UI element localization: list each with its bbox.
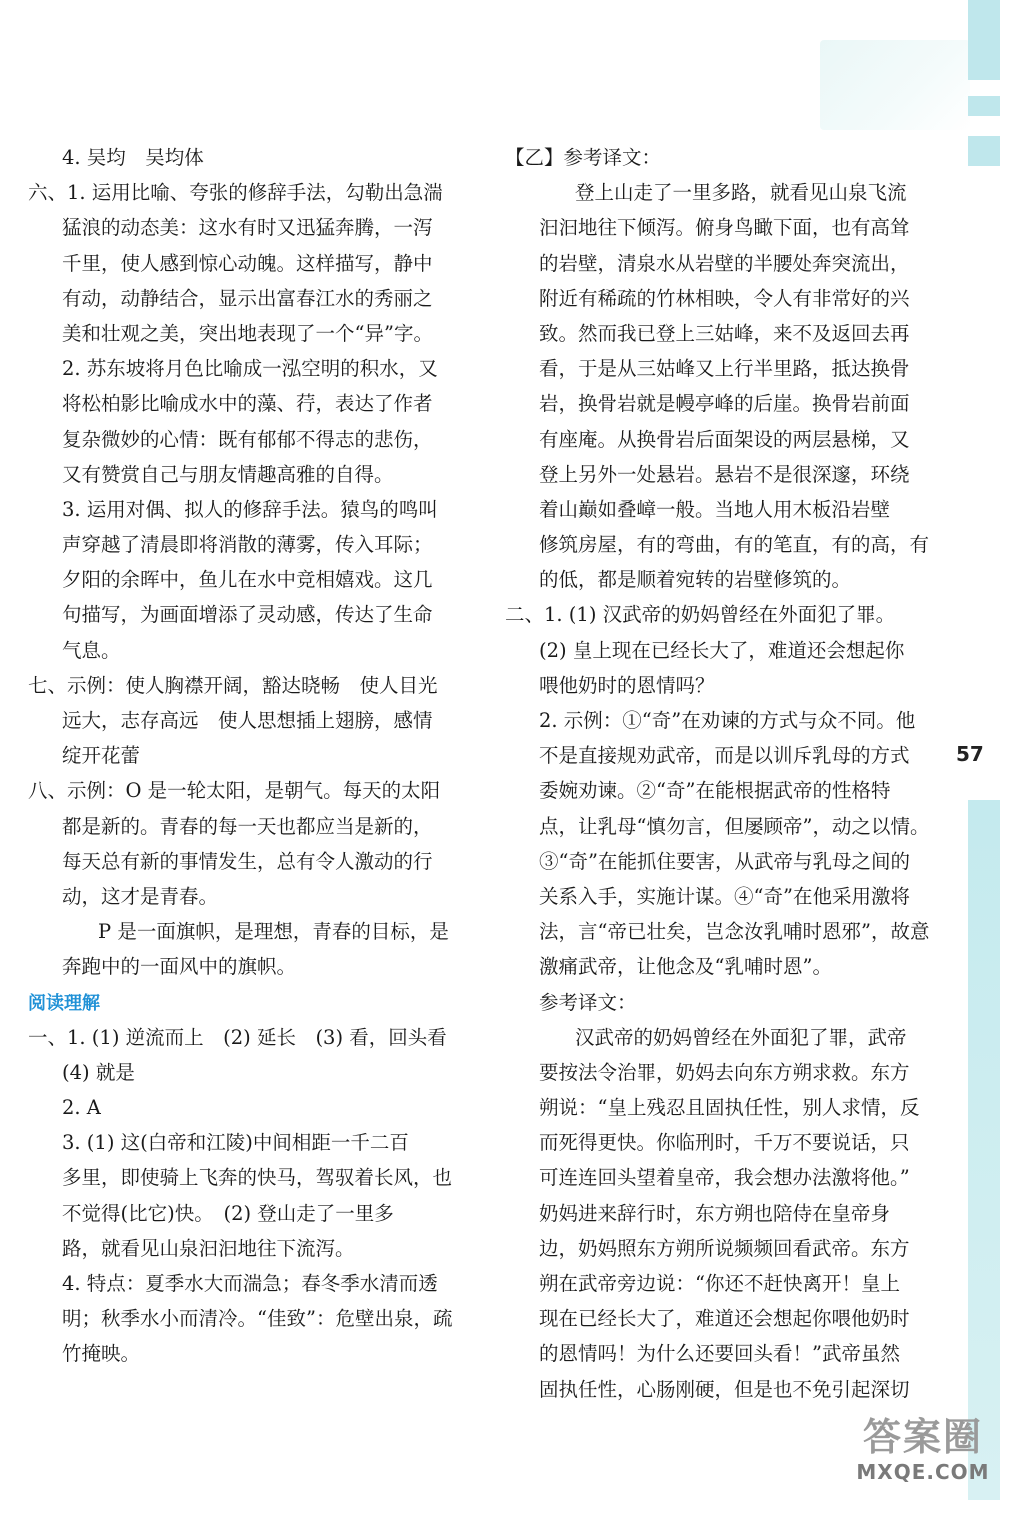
text-line: 千里，使人感到惊心动魄。这样描写，静中 (62, 251, 433, 275)
text-line: P 是一面旗帜，是理想，青春的目标，是 (98, 920, 449, 944)
corner-decoration (820, 40, 970, 130)
text-line: 朔在武帝旁边说：“你还不赶快离开！皇上 (539, 1272, 900, 1295)
text-line: 而死得更快。你临刑时，千万不要说话，只 (539, 1131, 910, 1155)
text-line: 绽开花蕾 (62, 744, 141, 768)
text-line: 的低，都是顺着宛转的岩壁修筑的。 (539, 568, 852, 592)
text-line: 2. 示例：①“奇”在劝谏的方式与众不同。他 (539, 709, 916, 732)
text-line: (4) 就是 (62, 1060, 135, 1084)
text-line: 2. A (62, 1096, 101, 1120)
text-line: 一、1. (1) 逆流而上 (2) 延长 (3) 看，回头看 (28, 1025, 447, 1049)
text-line: 3. (1) 这(白帝和江陵)中间相距一千二百 (62, 1131, 409, 1155)
text-line: 4. 特点：夏季水大而湍急；春冬季水清而透 (62, 1272, 438, 1295)
text-line: 关系入手，实施计谋。④“奇”在他采用激将 (539, 884, 910, 908)
text-line: 八、示例：O 是一轮太阳，是朝气。每天的太阳 (28, 779, 441, 803)
text-line: 二、1. (1) 汉武帝的奶妈曾经在外面犯了罪。 (505, 603, 896, 627)
text-line: 的岩壁，清泉水从岩壁的半腰处奔突流出， (539, 251, 910, 275)
text-line: 点，让乳母“慎勿言，但屡顾帝”，动之以情。 (539, 814, 930, 838)
text-line: 有动，动静结合，显示出富春江水的秀丽之 (62, 286, 433, 310)
text-line: 七、示例：使人胸襟开阔，豁达晓畅 使人目光 (28, 673, 438, 697)
text-line: 不觉得(比它)快。 (2) 登山走了一里多 (62, 1201, 394, 1225)
text-line (28, 985, 448, 1020)
page-number: 57 (956, 742, 984, 766)
text-line: 路，就看见山泉汩汩地往下流泻。 (62, 1236, 355, 1260)
text-line: 现在已经长大了，难道还会想起你喂他奶时 (539, 1307, 910, 1331)
text-line: 多里，即使骑上飞奔的快马，驾驭着长风，也 (62, 1166, 453, 1190)
text-line: 激痛武帝，让他念及“乳哺时恩”。 (539, 955, 832, 979)
text-line: (2) 皇上现在已经长大了，难道还会想起你 (539, 638, 905, 662)
text-line: 六、1. 运用比喻、夸张的修辞手法，勾勒出急湍 (28, 181, 443, 205)
text-line: 登上山走了一里多路，就看见山泉飞流 (575, 181, 907, 205)
side-strip-top (968, 0, 1000, 80)
text-line: 修筑房屋，有的弯曲，有的笔直，有的高，有 (539, 533, 930, 557)
text-line: 句描写，为画面增添了灵动感，传达了生命 (62, 603, 433, 627)
text-line: 参考译文： (539, 990, 637, 1014)
watermark-url: MXQE.COM (856, 1460, 990, 1484)
text-line: 奔跑中的一面风中的旗帜。 (62, 955, 297, 979)
left-column (28, 140, 453, 1372)
text-line: 复杂微妙的心情：既有郁郁不得志的悲伤， (62, 427, 433, 451)
text-line: 的恩情吗！为什么还要回头看！”武帝虽然 (539, 1342, 900, 1366)
text-line: 又有赞赏自己与朋友情趣高雅的自得。 (62, 462, 394, 486)
side-strip-mark-2 (968, 136, 1000, 166)
text-line: 朔说：“皇上残忍且固执任性，别人求情，反 (539, 1096, 920, 1120)
text-line: 远大，志存高远 使人思想插上翅膀，感情 (62, 709, 433, 732)
text-line: 2. 苏东坡将月色比喻成一泓空明的积水，又 (62, 357, 438, 381)
text-line: 不是直接规劝武帝，而是以训斥乳母的方式 (539, 744, 910, 768)
text-line: 猛浪的动态美：这水有时又迅猛奔腾，一泻 (62, 216, 433, 240)
text-line: 可连连回头望着皇帝，我会想办法激将他。” (539, 1166, 910, 1190)
text-line: 致。然而我已登上三姑峰，来不及返回去再 (539, 321, 910, 345)
text-line: 4. 吴均 吴均体 (62, 146, 204, 169)
text-line: 法，言“帝已壮矣，岂念汝乳哺时恩邪”，故意 (539, 920, 930, 944)
text-line: 着山巅如叠嶂一般。当地人用木板沿岩壁 (539, 497, 891, 521)
text-line: 都是新的。青春的每一天也都应当是新的， (62, 814, 433, 838)
right-column (505, 140, 930, 1407)
text-line: 美和壮观之美，突出地表现了一个“异”字。 (62, 321, 433, 345)
text-line: 将松柏影比喻成水中的藻、荇，表达了作者 (62, 392, 433, 416)
text-line: 汩汩地往下倾泻。俯身鸟瞰下面，也有高耸 (539, 216, 910, 240)
text-line: 气息。 (62, 638, 121, 662)
text-line: 附近有稀疏的竹林相映，令人有非常好的兴 (539, 286, 910, 310)
text-line: 每天总有新的事情发生，总有令人激动的行 (62, 849, 433, 873)
text-line: 【乙】参考译文： (505, 146, 662, 169)
text-line: 有座庵。从换骨岩后面架设的两层悬梯，又 (539, 427, 910, 451)
text-line: 岩，换骨岩就是幔亭峰的后崖。换骨岩前面 (539, 392, 910, 416)
text-line: 声穿越了清晨即将消散的薄雾，传入耳际； (62, 533, 433, 557)
text-line: 竹掩映。 (62, 1342, 141, 1366)
text-line: 边，奶妈照东方朔所说频频回看武帝。东方 (539, 1236, 910, 1260)
text-line: 动，这才是青春。 (62, 884, 219, 908)
text-line: 登上另外一处悬岩。悬岩不是很深邃，环绕 (539, 462, 910, 486)
text-line: 奶妈进来辞行时，东方朔也陪侍在皇帝身 (539, 1201, 891, 1225)
text-line: 看，于是从三姑峰又上行半里路，抵达换骨 (539, 357, 910, 381)
text-line: 喂他奶时的恩情吗？ (539, 673, 715, 697)
side-strip-mark-1 (968, 96, 1000, 116)
text-line: 固执任性，心肠刚硬，但是也不免引起深切 (539, 1377, 910, 1401)
text-line: 3. 运用对偶、拟人的修辞手法。猿鸟的鸣叫 (62, 497, 438, 521)
watermark-text: 答案圈 (862, 1415, 983, 1459)
text-line: ③“奇”在能抓住要害，从武帝与乳母之间的 (539, 849, 910, 873)
side-strip-bottom (968, 800, 1000, 1500)
text-line: 要按法令治罪，奶妈去向东方朔求救。东方 (539, 1060, 910, 1084)
text-line: 夕阳的余晖中，鱼儿在水中竞相嬉戏。这几 (62, 568, 433, 592)
text-line: 汉武帝的奶妈曾经在外面犯了罪，武帝 (575, 1025, 907, 1049)
text-line: 明；秋季水小而清冷。“佳致”：危壁出泉，疏 (62, 1307, 453, 1331)
watermark-logo (838, 1415, 1008, 1484)
text-line: 委婉劝谏。②“奇”在能根据武帝的性格特 (539, 779, 891, 803)
section-heading: 阅读理解 (28, 992, 100, 1014)
